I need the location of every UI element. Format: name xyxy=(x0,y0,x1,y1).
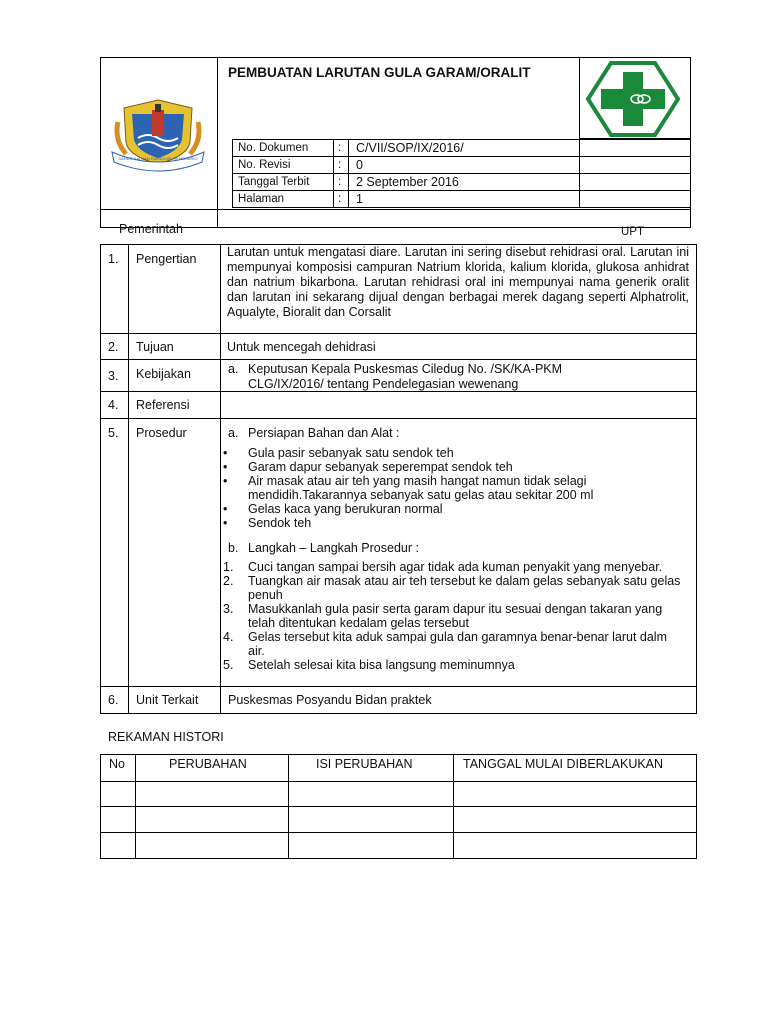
langkah-list xyxy=(223,560,685,672)
list-item: 4. Gelas tersebut kita aduk sampai gula dan garamnya benar-benar larut dalm air. xyxy=(223,630,667,658)
pengertian-text: Larutan untuk mengatasi diare. Larutan ini sering disebut rehidrasi oral. Larutan ini mempunyai komposisi campuran Natrium klorida, kalium klorida, glukosa anhidrat dan natrium bikarbona. Larutan rehidrasi oral ini mempunyai nama generik oralit dan larutan ini sekarang dijual dengan berbagai merek dagang seperti Alphatrolit, Aqualyte, Bioralit dan Corsalit xyxy=(227,245,689,319)
history-col-isi-perubahan: ISI PERUBAHAN xyxy=(316,757,413,771)
list-item: 1. Cuci tangan sampai bersih agar tidak ada kuman penyakit yang menyebar. xyxy=(223,560,663,574)
list-item: 3. Masukkanlah gula pasir serta garam dapur itu sesuai dengan takaran yang telah ditentukan kedalam gelas tersebut xyxy=(223,602,663,630)
list-item: • Gelas kaca yang berukuran normal xyxy=(223,502,443,516)
langkah-heading: Langkah – Langkah Prosedur : xyxy=(248,541,419,555)
history-col-no: No xyxy=(109,757,125,771)
emblem-motto: SAHDO KAI DAN RAMEGJEL REMEHARIO xyxy=(118,156,198,161)
list-item: • Sendok teh xyxy=(223,516,312,530)
persiapan-heading: Persiapan Bahan dan Alat : xyxy=(248,426,400,440)
list-item: 2. Tuangkan air masak atau air teh tersebut ke dalam gelas sebanyak satu gelas penuh xyxy=(223,574,681,602)
upt-caption: UPT xyxy=(621,226,644,238)
list-item: 5. Setelah selesai kita bisa langsung meminumnya xyxy=(223,658,515,672)
history-col-perubahan: PERUBAHAN xyxy=(169,757,247,771)
tujuan-text: Untuk mencegah dehidrasi xyxy=(227,340,376,354)
list-item: • Air masak atau air teh yang masih hangat namun tidak selagi mendidih.Takarannya sebanyak satu gelas atau sekitar 200 ml xyxy=(223,474,594,502)
unit-terkait-text: Puskesmas Posyandu Bidan praktek xyxy=(228,693,432,707)
document-title: PEMBUATAN LARUTAN GULA GARAM/ORALIT xyxy=(228,65,531,80)
list-item: • Gula pasir sebanyak satu sendok teh xyxy=(223,446,454,460)
list-item: • Garam dapur sebanyak seperempat sendok teh xyxy=(223,460,513,474)
history-title: REKAMAN HISTORI xyxy=(108,730,224,744)
regional-emblem xyxy=(108,92,208,172)
history-col-tanggal: TANGGAL MULAI DIBERLAKUKAN xyxy=(463,757,664,771)
puskesmas-logo xyxy=(585,60,681,143)
bahan-list xyxy=(223,446,663,530)
pemerintah-caption: Pemerintah xyxy=(119,222,183,236)
